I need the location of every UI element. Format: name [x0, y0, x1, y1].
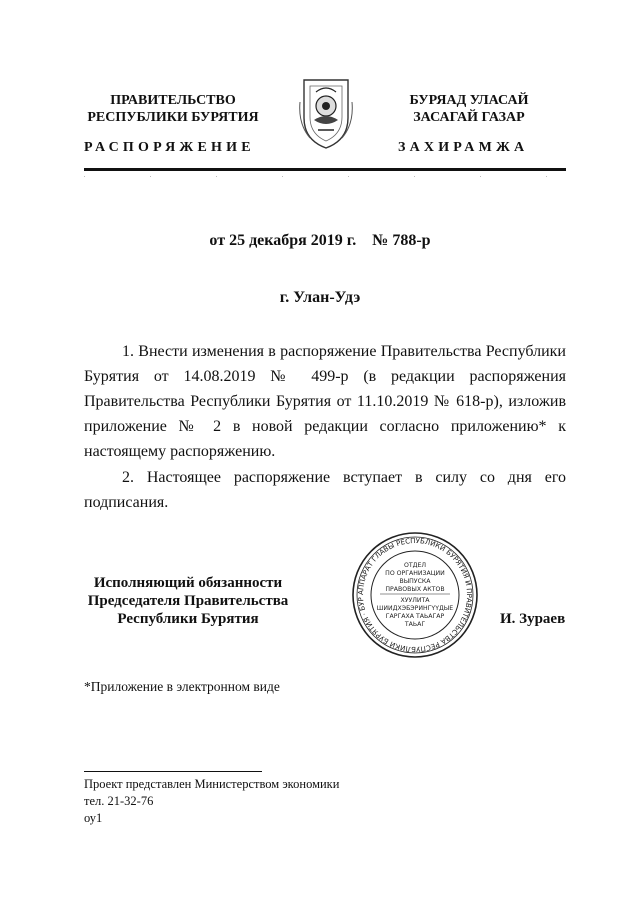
government-name-buryat-line1: БУРЯАД УЛАСАЙ [409, 93, 529, 108]
official-stamp [350, 530, 480, 660]
paragraph-1: 1. Внести изменения в распоряжение Правительства Республики Бурятия от 14.08.2019 № 499-р (в редакции распоряжения Правительства Республики Бурятия от 11.10.2019 № 618-р), изложив приложение № 2 в новой редакции согласно приложению* к настоящему распоряжению. [84, 343, 566, 460]
paragraph-2: 2. Настоящее распоряжение вступает в силу со дня его подписания. [84, 469, 566, 511]
government-name-buryat [380, 92, 558, 126]
signatory-title-line1: Исполняющий обязанности [93, 575, 283, 591]
government-name-buryat-line2: ЗАСАГАЙ ГАЗАР [413, 110, 525, 125]
government-name-line1: ПРАВИТЕЛЬСТВО [110, 93, 236, 108]
header-dotted-divider [84, 176, 566, 177]
signatory-name: И. Зураев [500, 611, 566, 627]
header-divider [84, 168, 566, 171]
coat-of-arms-emblem [296, 72, 356, 152]
stamp-inner-line: ТАЬАГ [404, 621, 426, 628]
signatory-title-line2: Председателя Правительства [87, 593, 289, 609]
stamp-inner-line: ПО ОРГАНИЗАЦИИ [385, 570, 445, 577]
government-name-line2: РЕСПУБЛИКИ БУРЯТИЯ [87, 110, 259, 125]
stamp-inner-line: ХУУЛИТА [400, 597, 430, 604]
footer-divider [84, 771, 262, 772]
order-city: г. Улан-Удэ [279, 289, 361, 306]
document-code: оу1 [84, 811, 103, 825]
signatory-title-line3: Республики Бурятия [117, 611, 259, 627]
stamp-inner-line: ВЫПУСКА [399, 578, 431, 585]
signatory-title [84, 574, 292, 628]
document-type-buryat: ЗАХИРАМЖА [398, 140, 529, 155]
government-name [84, 92, 262, 126]
stamp-ring-text: АППАРАТ ГЛАВЫ РЕСПУБЛИКИ БУРЯТИЯ И ПРАВИТЕЛЬСТВА РЕСПУБЛИКИ БУРЯТИЯ · БУР [356, 536, 474, 654]
document-type-russian: РАСПОРЯЖЕНИЕ [84, 140, 255, 155]
stamp-inner-line: ШИИДХЭБЭРИНГҮҮДЫЕ [376, 605, 454, 612]
stamp-inner-line: ГАРГАХА ТАЬАГАР [385, 613, 445, 620]
prepared-by: Проект представлен Министерством экономики [84, 777, 340, 791]
stamp-inner-line: ОТДЕЛ [403, 562, 427, 569]
stamp-inner-line: ПРАВОВЫХ АКТОВ [385, 586, 445, 593]
contact-phone: тел. 21-32-76 [84, 794, 154, 808]
order-date-number: от 25 декабря 2019 г. № 788-р [209, 232, 431, 249]
appendix-footnote: *Приложение в электронном виде [84, 679, 280, 694]
